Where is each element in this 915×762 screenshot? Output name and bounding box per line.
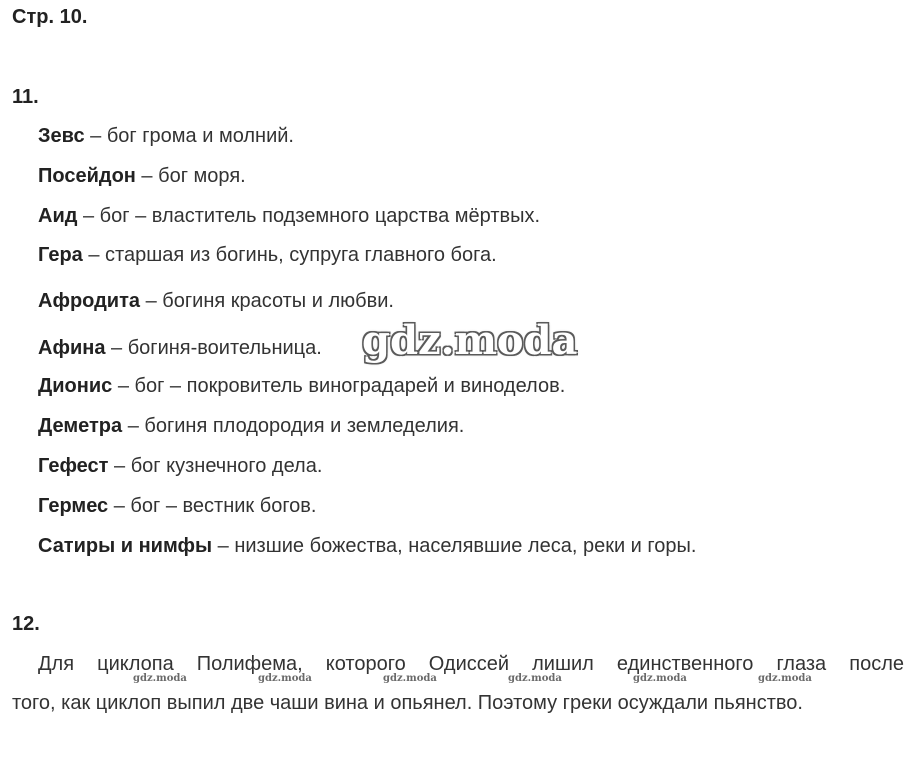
watermark-logo: gdz.moda bbox=[362, 317, 578, 364]
god-line bbox=[38, 124, 294, 148]
god-description: – старшая из богинь, супруга главного бога. bbox=[82, 244, 497, 266]
god-line bbox=[38, 336, 322, 360]
god-name: Зевс bbox=[38, 125, 85, 147]
god-description: – бог – вестник богов. bbox=[108, 495, 317, 517]
god-name: Гермес bbox=[38, 495, 109, 517]
god-description: – богиня плодородия и земледелия. bbox=[122, 415, 465, 437]
god-name: Гера bbox=[38, 244, 83, 266]
answer-line-1: Для циклопа Полифема, которого Одиссей лишил единственного глаза после bbox=[38, 653, 904, 675]
answer-line-2: того, как циклоп выпил две чаши вина и опьянел. Поэтому греки осуждали пьянство. bbox=[12, 692, 803, 714]
god-name: Дионис bbox=[38, 375, 113, 397]
god-name: Аид bbox=[38, 205, 78, 227]
god-name: Гефест bbox=[38, 455, 109, 477]
god-description: – низшие божества, населявшие леса, реки и горы. bbox=[212, 535, 697, 557]
god-name: Деметра bbox=[38, 415, 123, 437]
watermark-small: gdz.moda bbox=[508, 673, 562, 684]
watermark-small: gdz.moda bbox=[758, 673, 812, 684]
god-description: – богиня-воительница. bbox=[105, 337, 322, 359]
god-line bbox=[38, 494, 316, 518]
god-description: – бог – покровитель виноградарей и виноделов. bbox=[112, 375, 566, 397]
task-12-number: 12. bbox=[12, 613, 40, 635]
god-description: – бог моря. bbox=[135, 165, 246, 187]
god-name: Афина bbox=[38, 337, 106, 359]
god-description: – бог грома и молний. bbox=[84, 125, 294, 147]
god-description: – богиня красоты и любви. bbox=[140, 290, 394, 312]
watermark-small: gdz.moda bbox=[383, 673, 437, 684]
god-line bbox=[38, 204, 540, 228]
god-line bbox=[38, 374, 565, 398]
god-name: Афродита bbox=[38, 290, 141, 312]
god-line bbox=[38, 164, 246, 188]
god-line bbox=[38, 289, 394, 313]
god-line bbox=[38, 414, 464, 438]
god-description: – бог кузнечного дела. bbox=[108, 455, 323, 477]
god-description: – бог – властитель подземного царства мёртвых. bbox=[77, 205, 541, 227]
god-line bbox=[38, 534, 696, 558]
god-line bbox=[38, 243, 497, 267]
watermark-small: gdz.moda bbox=[633, 673, 687, 684]
watermark-small: gdz.moda bbox=[133, 673, 187, 684]
god-line bbox=[38, 454, 322, 478]
god-name: Сатиры и нимфы bbox=[38, 535, 213, 557]
task-11-number: 11. bbox=[12, 86, 39, 108]
watermark-small: gdz.moda bbox=[258, 673, 312, 684]
god-name: Посейдон bbox=[38, 165, 136, 187]
page-heading: Стр. 10. bbox=[12, 6, 88, 28]
